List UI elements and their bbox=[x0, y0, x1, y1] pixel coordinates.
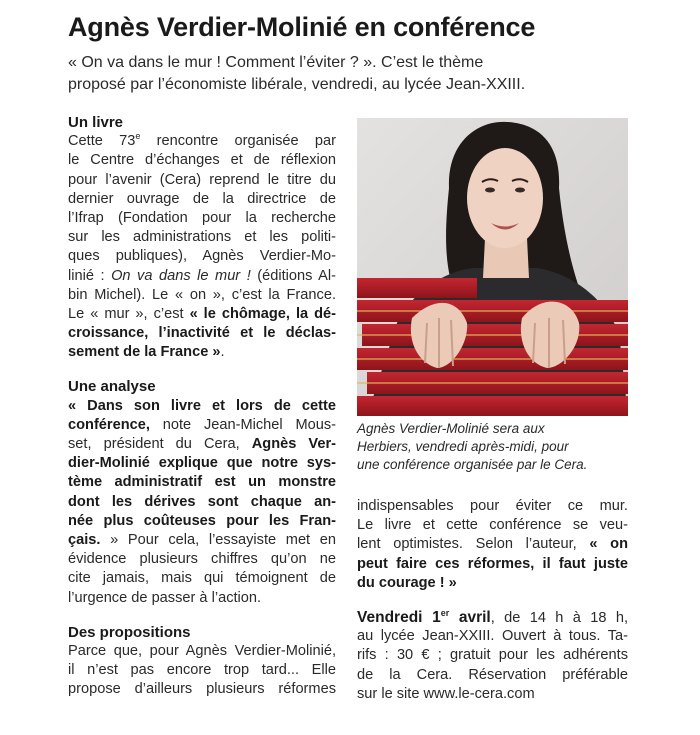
text-line: çais. » Pour cela, l’essayiste met en bbox=[68, 531, 336, 548]
text-line: tème administratif est un monstre bbox=[68, 474, 336, 491]
text-line: bin Michel). Le « on », c’est la France. bbox=[68, 286, 336, 303]
text-line: dernier ouvrage de la directrice de bbox=[68, 190, 336, 207]
text-line: au lycée Jean-XXIII. Ouvert à tous. Ta- bbox=[357, 628, 628, 645]
text-line: sur les administrations et les politi- bbox=[68, 229, 336, 246]
caption-line: Herbiers, vendredi après-midi, pour bbox=[357, 439, 569, 454]
text-line: croissance, l’inactivité et le déclas- bbox=[68, 325, 336, 342]
text-line: propose d’ailleurs plusieurs réformes bbox=[68, 681, 336, 698]
text-line: sement de la France ». bbox=[68, 344, 225, 361]
text-line: née plus coûteuses pour les Fran- bbox=[68, 512, 336, 529]
text-line: linié : On va dans le mur ! (éditions Al- bbox=[68, 267, 336, 284]
text-line: pour l’avenir (Cera) reprend le titre du bbox=[68, 171, 336, 188]
text-line: évidence plusieurs chiffres qu’on ne bbox=[68, 551, 336, 568]
text-line: le Centre d’échanges et de réflexion bbox=[68, 152, 336, 169]
caption-line: Agnès Verdier-Molinié sera aux bbox=[357, 421, 545, 436]
event-website: sur le site www.le-cera.com bbox=[357, 685, 535, 702]
text-line: cite jamais, mais qui témoignent de bbox=[68, 570, 336, 587]
left-column bbox=[68, 113, 336, 699]
text-line: rifs : 30 € ; gratuit pour les adhérents bbox=[357, 647, 628, 664]
text-line: set, président du Cera, Agnès Ver- bbox=[68, 436, 336, 452]
lede-line: proposé par l’économiste libérale, vendredi, au lycée Jean-XXIII. bbox=[68, 76, 526, 93]
event-date-line: Vendredi 1er avril, de 14 h à 18 h, bbox=[357, 608, 628, 626]
text-line: dont les dérives sont chaque an- bbox=[68, 493, 336, 510]
section-heading-une-analyse: Une analyse bbox=[68, 378, 156, 396]
portrait-photo bbox=[357, 118, 628, 416]
text-line: Le « mur », c’est « le chômage, la dé- bbox=[68, 305, 336, 322]
text-line: du courage ! » bbox=[357, 574, 457, 591]
text-line: lent optimistes. Selon l’auteur, « on bbox=[357, 536, 629, 553]
section-heading-un-livre: Un livre bbox=[68, 114, 124, 131]
text-line: « Dans son livre et lors de cette bbox=[68, 397, 336, 414]
text-line: dier-Molinié explique que notre sys- bbox=[68, 455, 336, 472]
text-line: Parce que, pour Agnès Verdier-Molinié, bbox=[68, 642, 336, 659]
section-heading-des-propositions: Des propositions bbox=[68, 623, 191, 641]
text-line: ques publiques), Agnès Verdier-Mo- bbox=[68, 248, 336, 265]
right-column bbox=[357, 497, 628, 704]
photo-illustration bbox=[357, 118, 628, 416]
text-line: Le livre et cette conférence se veu- bbox=[357, 517, 628, 534]
text-line: il n’est pas encore trop tard... Elle bbox=[68, 662, 336, 679]
text-line: de la Cera. Réservation préférable bbox=[357, 666, 628, 683]
photo-caption bbox=[357, 420, 628, 474]
text-line: indispensables pour éviter ce mur. bbox=[357, 498, 628, 514]
text-line: conférence, note Jean-Michel Mous- bbox=[68, 416, 336, 433]
text-line: l’Ifrap (Fondation pour la recherche bbox=[68, 209, 336, 226]
text-line: peut faire ces réformes, il faut juste bbox=[357, 555, 628, 572]
caption-line: une conférence organisée par le Cera. bbox=[357, 457, 588, 472]
article-title: Agnès Verdier-Molinié en conférence bbox=[68, 12, 536, 42]
lede-line: « On va dans le mur ! Comment l’éviter ? ». C’est le thème bbox=[68, 54, 484, 71]
article-lede bbox=[68, 52, 638, 96]
text-line: Cette 73e rencontre organisée par bbox=[68, 131, 336, 150]
text-line: l’urgence de passer à l’action. bbox=[68, 589, 262, 606]
